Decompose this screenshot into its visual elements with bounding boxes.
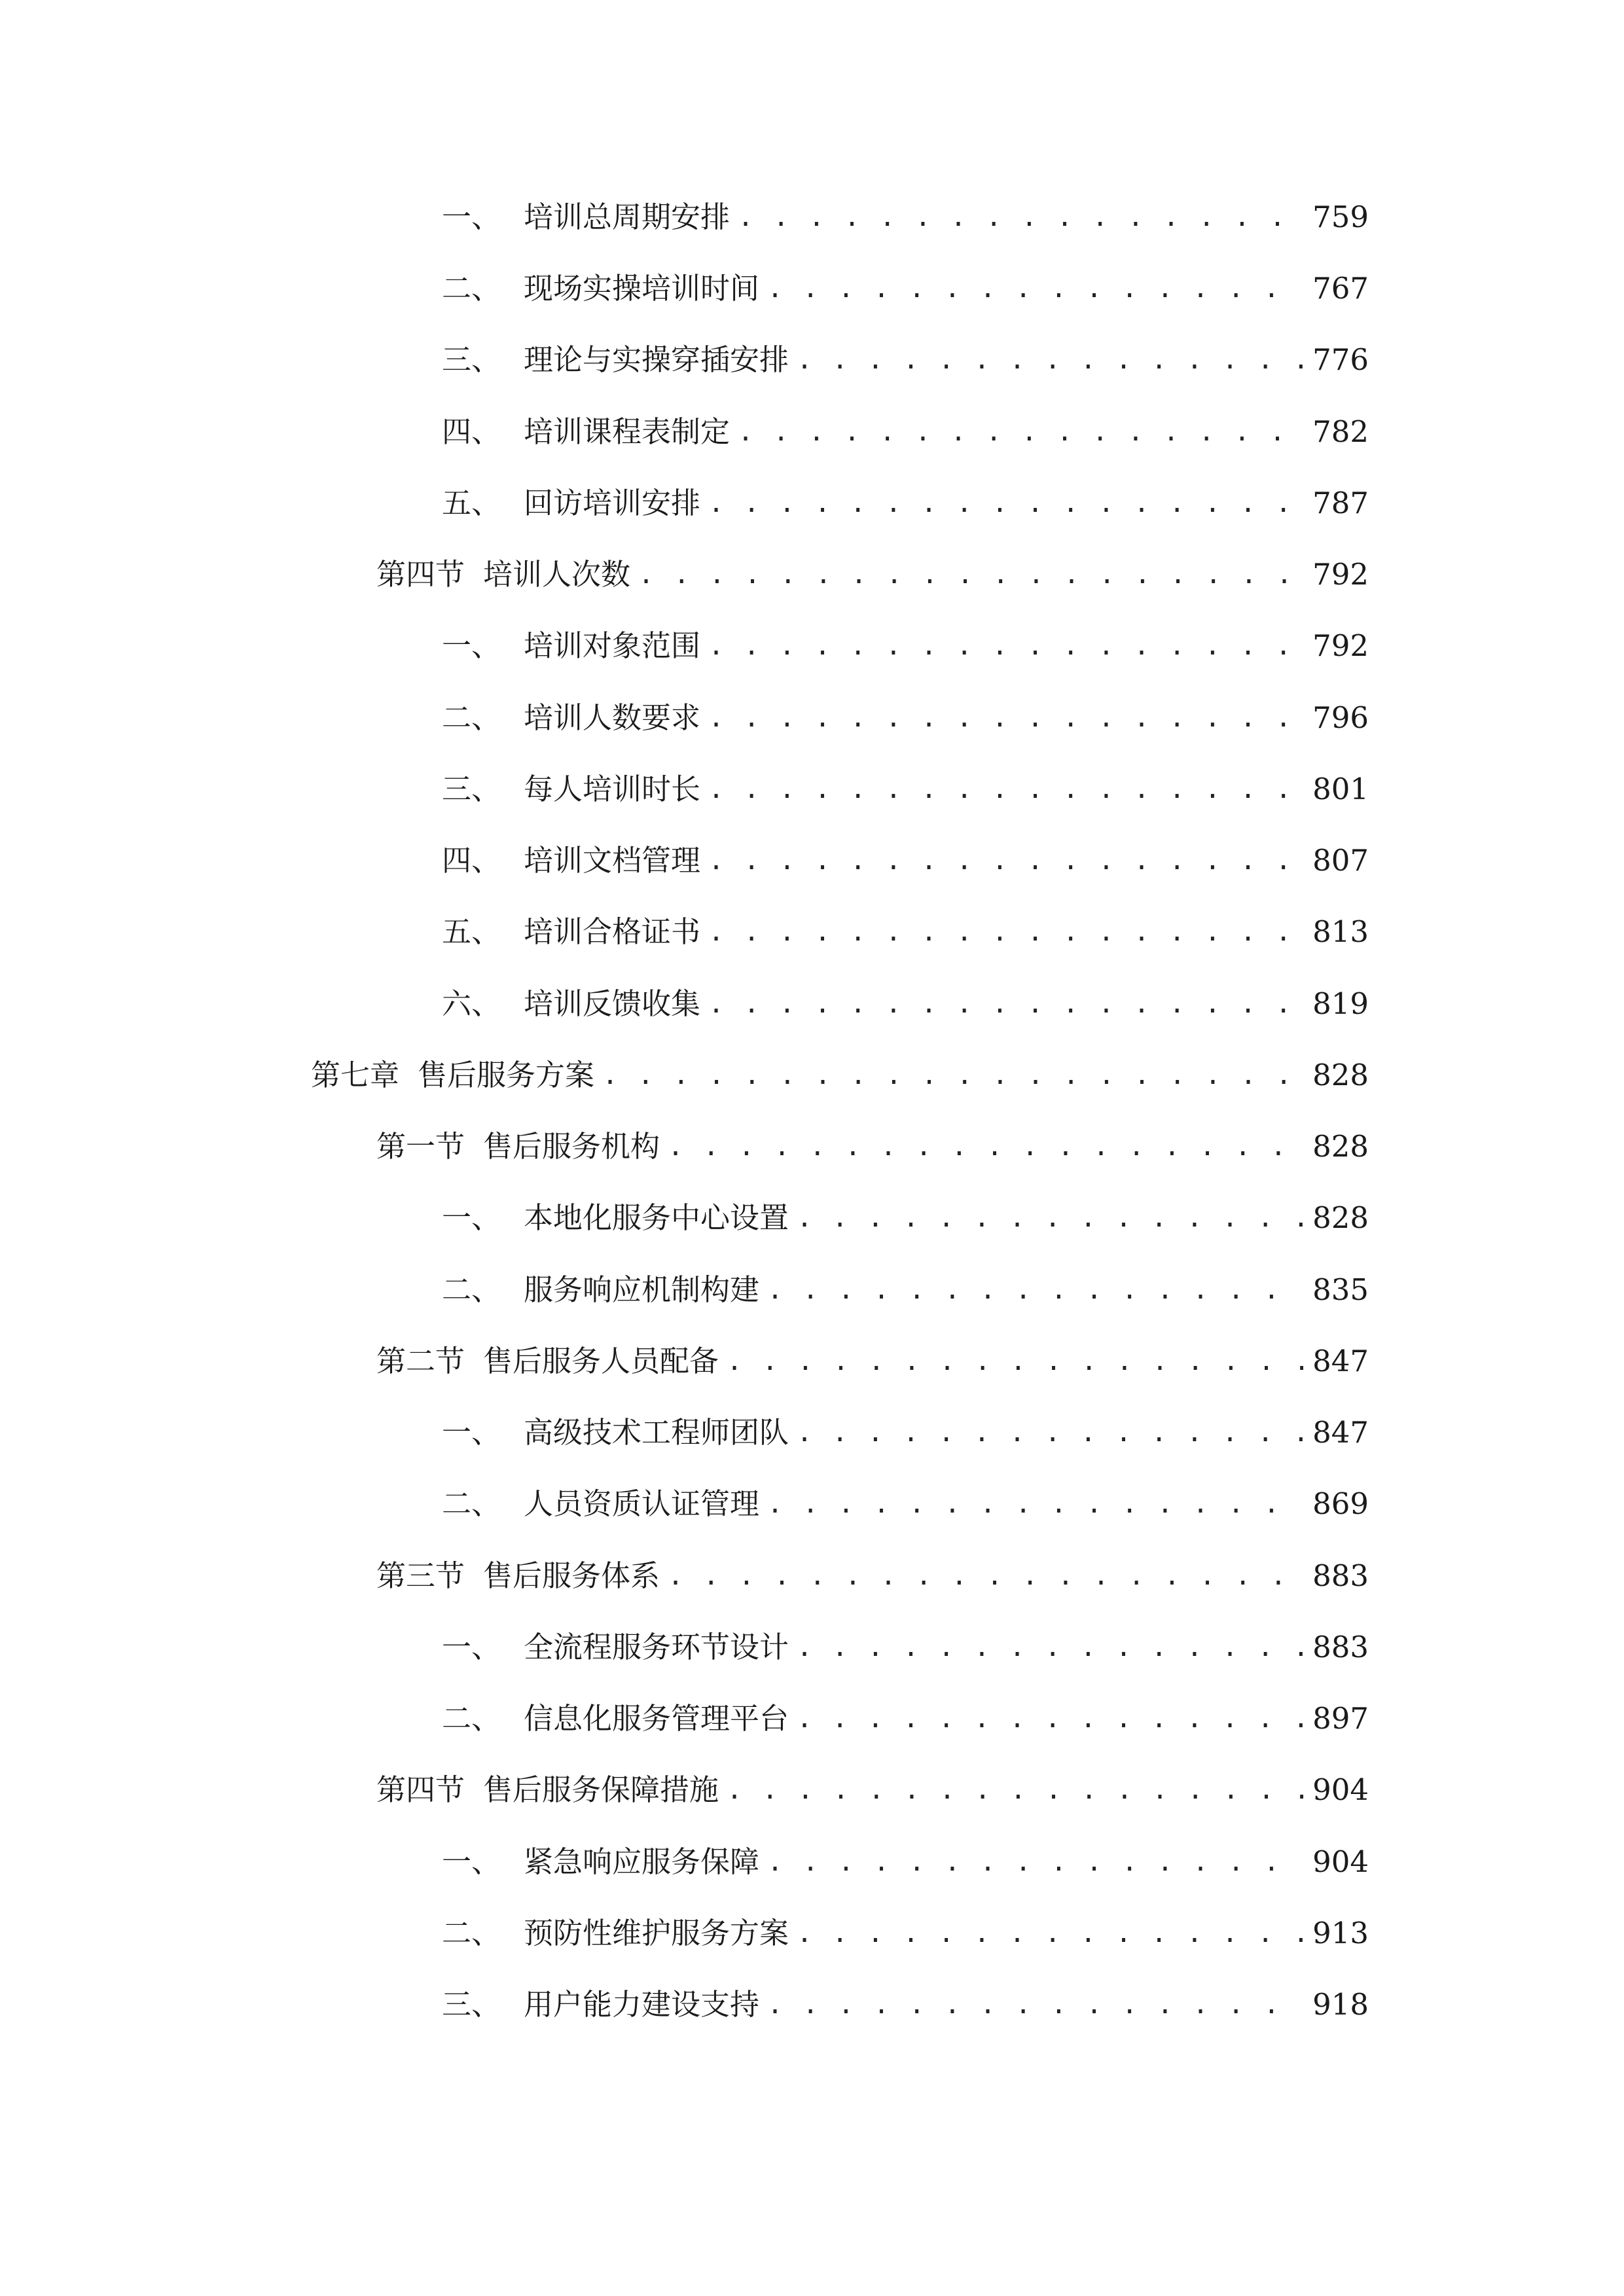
toc-entry-number: 六、	[442, 986, 501, 1021]
toc-entry-number: 四、	[442, 843, 501, 878]
toc-dot-leader	[797, 1907, 1303, 1960]
toc-entry-number: 第一节	[376, 1129, 465, 1164]
toc-entry-page: 883	[1312, 1558, 1369, 1593]
toc-entry[interactable]	[442, 834, 1369, 887]
toc-entry-title: 信息化服务管理平台	[524, 1701, 789, 1736]
toc-entry-page: 767	[1312, 271, 1369, 306]
toc-entry[interactable]	[442, 1693, 1369, 1745]
toc-entry-page: 776	[1312, 342, 1369, 377]
toc-entry[interactable]	[442, 692, 1369, 744]
toc-entry-number: 一、	[442, 1415, 501, 1450]
toc-entry-title: 培训人数要求	[524, 700, 701, 735]
toc-entry-section[interactable]	[376, 1550, 1369, 1602]
toc-entry-title: 培训总周期安排	[524, 200, 731, 234]
toc-entry-page: 835	[1312, 1272, 1369, 1307]
toc-entry-number: 二、	[442, 1916, 501, 1950]
toc-entry[interactable]	[442, 406, 1369, 458]
toc-entry[interactable]	[442, 1907, 1369, 1960]
toc-entry-title: 高级技术工程师团队	[524, 1415, 789, 1450]
toc-entry-title: 培训对象范围	[524, 628, 701, 663]
toc-entry-number: 第四节	[376, 1772, 465, 1807]
toc-entry-number: 第七章	[311, 1058, 400, 1092]
toc-entry-page: 904	[1312, 1772, 1369, 1807]
toc-entry-page: 792	[1312, 557, 1369, 592]
toc-entry-number: 三、	[442, 772, 501, 806]
toc-entry-number: 四、	[442, 414, 501, 449]
toc-dot-leader	[738, 191, 1303, 243]
toc-entry[interactable]	[442, 1264, 1369, 1316]
toc-entry-title: 培训课程表制定	[524, 414, 731, 449]
toc-entry-title: 售后服务保障措施	[483, 1772, 719, 1807]
toc-entry-page: 787	[1312, 486, 1369, 520]
toc-dot-leader	[668, 1121, 1303, 1173]
toc-dot-leader	[638, 548, 1303, 601]
toc-entry-title: 培训反馈收集	[524, 986, 701, 1021]
toc-entry-page: 807	[1312, 843, 1369, 878]
toc-entry[interactable]	[442, 1478, 1369, 1530]
toc-entry-number: 第三节	[376, 1558, 465, 1593]
toc-dot-leader	[708, 978, 1303, 1030]
toc-entry-title: 售后服务机构	[483, 1129, 660, 1164]
toc-entry-section[interactable]	[376, 548, 1369, 601]
toc-entry-number: 三、	[442, 342, 501, 377]
toc-dot-leader	[602, 1049, 1303, 1102]
toc-entry-section[interactable]	[376, 1121, 1369, 1173]
toc-entry[interactable]	[442, 1979, 1369, 2031]
toc-entry-chapter[interactable]	[311, 1049, 1369, 1102]
toc-dot-leader	[708, 620, 1303, 672]
toc-dot-leader	[767, 1478, 1303, 1530]
toc-entry-page: 883	[1312, 1630, 1369, 1664]
toc-entry-page: 913	[1312, 1916, 1369, 1950]
toc-dot-leader	[708, 906, 1303, 958]
toc-entry-title: 每人培训时长	[524, 772, 701, 806]
toc-entry-number: 二、	[442, 271, 501, 306]
toc-dot-leader	[797, 1192, 1303, 1244]
toc-entry[interactable]	[442, 477, 1369, 529]
toc-dot-leader	[668, 1550, 1303, 1602]
toc-entry-page: 782	[1312, 414, 1369, 449]
toc-entry-number: 第二节	[376, 1344, 465, 1378]
toc-entry[interactable]	[442, 763, 1369, 816]
toc-entry[interactable]	[442, 1621, 1369, 1674]
toc-entry-page: 759	[1312, 200, 1369, 234]
toc-entry-page: 828	[1312, 1058, 1369, 1092]
toc-entry-number: 二、	[442, 700, 501, 735]
toc-entry-page: 828	[1312, 1200, 1369, 1235]
toc-entry[interactable]	[442, 191, 1369, 243]
toc-entry-number: 一、	[442, 1844, 501, 1879]
toc-entry-page: 813	[1312, 914, 1369, 949]
toc-entry[interactable]	[442, 1836, 1369, 1888]
toc-entry-number: 五、	[442, 486, 501, 520]
toc-entry-number: 一、	[442, 628, 501, 663]
toc-entry-number: 二、	[442, 1701, 501, 1736]
toc-entry-title: 培训合格证书	[524, 914, 701, 949]
toc-entry-title: 售后服务方案	[418, 1058, 595, 1092]
toc-dot-leader	[767, 1836, 1303, 1888]
toc-entry-title: 售后服务体系	[483, 1558, 660, 1593]
toc-entry-number: 五、	[442, 914, 501, 949]
toc-dot-leader	[767, 1264, 1303, 1316]
toc-entry-page: 796	[1312, 700, 1369, 735]
toc-dot-leader	[708, 763, 1303, 816]
toc-entry-page: 869	[1312, 1486, 1369, 1521]
toc-entry-page: 801	[1312, 772, 1369, 806]
toc-entry-title: 人员资质认证管理	[524, 1486, 760, 1521]
toc-entry-title: 服务响应机制构建	[524, 1272, 760, 1307]
toc-dot-leader	[727, 1335, 1303, 1388]
toc-entry[interactable]	[442, 1407, 1369, 1459]
toc-entry-section[interactable]	[376, 1764, 1369, 1816]
toc-entry-title: 现场实操培训时间	[524, 271, 760, 306]
toc-entry-number: 三、	[442, 1987, 501, 2022]
toc-entry-number: 二、	[442, 1486, 501, 1521]
toc-dot-leader	[738, 406, 1303, 458]
toc-entry-title: 培训文档管理	[524, 843, 701, 878]
toc-entry-title: 紧急响应服务保障	[524, 1844, 760, 1879]
toc-entry[interactable]	[442, 620, 1369, 672]
toc-dot-leader	[708, 477, 1303, 529]
toc-entry-number: 一、	[442, 200, 501, 234]
toc-entry-page: 918	[1312, 1987, 1369, 2022]
toc-entry-title: 用户能力建设支持	[524, 1987, 760, 2022]
toc-dot-leader	[797, 334, 1303, 386]
toc-entry-number: 一、	[442, 1630, 501, 1664]
toc-dot-leader	[708, 692, 1303, 744]
toc-entry-page: 904	[1312, 1844, 1369, 1879]
toc-dot-leader	[797, 1621, 1303, 1674]
toc-entry[interactable]	[442, 262, 1369, 315]
toc-entry-page: 897	[1312, 1701, 1369, 1736]
toc-entry[interactable]	[442, 906, 1369, 958]
toc-entry-number: 第四节	[376, 557, 465, 592]
toc-dot-leader	[767, 262, 1303, 315]
toc-entry-title: 回访培训安排	[524, 486, 701, 520]
toc-entry-number: 二、	[442, 1272, 501, 1307]
toc-entry-page: 847	[1312, 1344, 1369, 1378]
toc-entry-page: 847	[1312, 1415, 1369, 1450]
toc-entry-title: 全流程服务环节设计	[524, 1630, 789, 1664]
toc-entry-title: 培训人次数	[483, 557, 631, 592]
toc-entry[interactable]	[442, 978, 1369, 1030]
toc-entry-title: 售后服务人员配备	[483, 1344, 719, 1378]
toc-entry-page: 792	[1312, 628, 1369, 663]
toc-entry[interactable]	[442, 1192, 1369, 1244]
toc-dot-leader	[708, 834, 1303, 887]
toc-entry-title: 理论与实操穿插安排	[524, 342, 789, 377]
toc-entry-page: 819	[1312, 986, 1369, 1021]
toc-entry-page: 828	[1312, 1129, 1369, 1164]
toc-entry-section[interactable]	[376, 1335, 1369, 1388]
toc-dot-leader	[767, 1979, 1303, 2031]
toc-entry-title: 预防性维护服务方案	[524, 1916, 789, 1950]
toc-dot-leader	[797, 1693, 1303, 1745]
toc-entry-title: 本地化服务中心设置	[524, 1200, 789, 1235]
toc-dot-leader	[797, 1407, 1303, 1459]
toc-entry[interactable]	[442, 334, 1369, 386]
toc-entry-number: 一、	[442, 1200, 501, 1235]
toc-dot-leader	[727, 1764, 1303, 1816]
